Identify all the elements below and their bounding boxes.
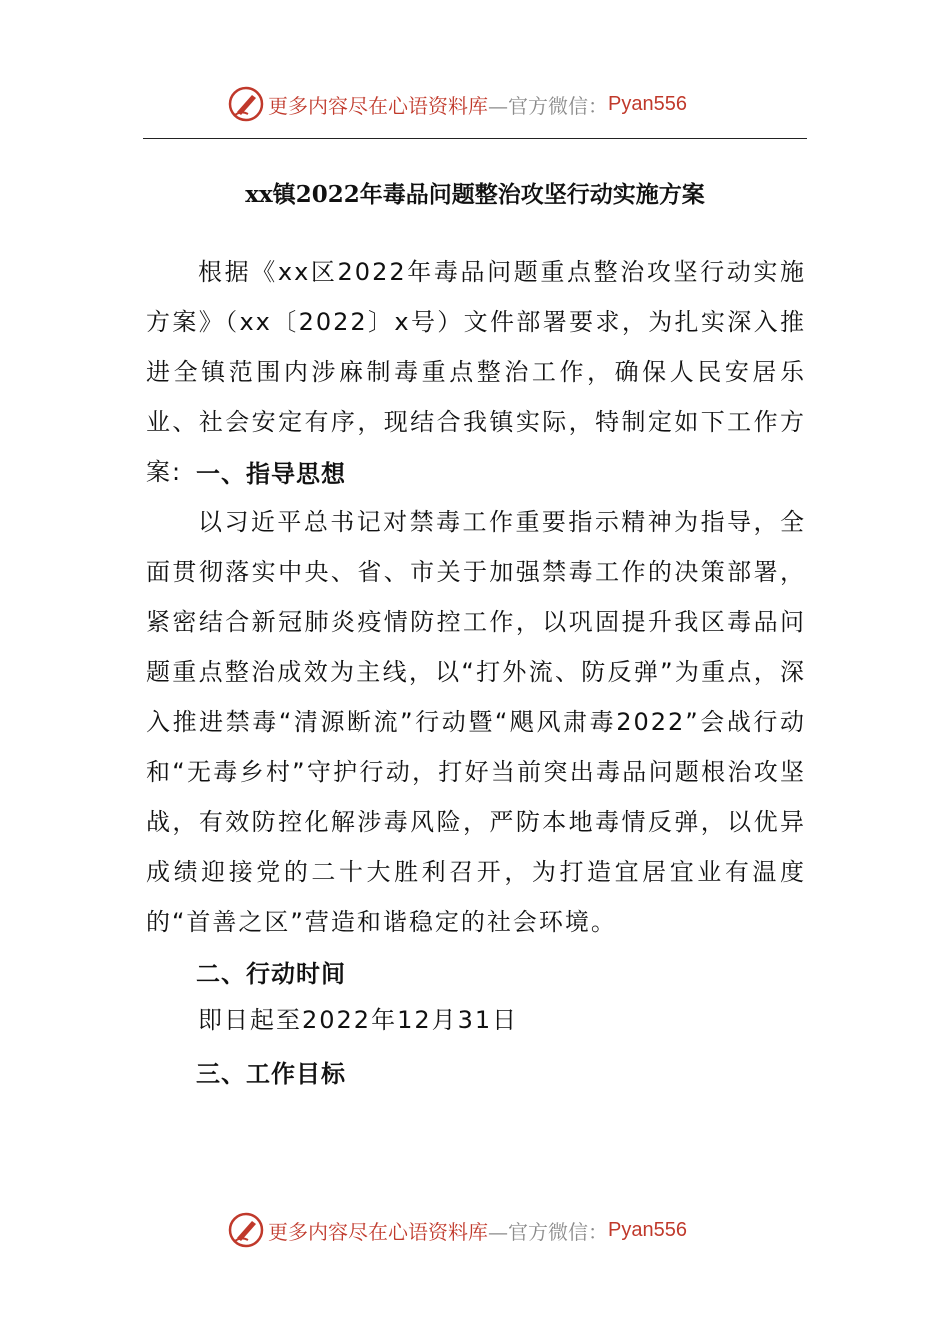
watermark-brand-text: 更多内容尽在心语资料库 — [268, 93, 488, 118]
section-1-paragraph: 以习近平总书记对禁毒工作重要指示精神为指导，全面贯彻落实中央、省、市关于加强禁毒工作的决策部署，紧密结合新冠肺炎疫情防控工作，以巩固提升我区毒品问题重点整治成效为主线，以“打外流、防反弹”为重点，深入推进禁毒“清源断流”行动暨“飓风肃毒2022”会战行动和“无毒乡村”守护行动，打好当前突出毒品问题根治攻坚战，有效防控化解涉毒风险，严防本地毒情反弹，以优异成绩迎接党的二十大胜利召开，为打造宜居宜业有温度的“首善之区”营造和谐稳定的社会环境。 — [146, 508, 806, 936]
watermark-brand-text: 更多内容尽在心语资料库 — [268, 1219, 488, 1244]
header-divider — [143, 138, 807, 139]
watermark-footer — [228, 1210, 687, 1250]
section-2-paragraph: 即日起至2022年12月31日 — [198, 1006, 519, 1034]
section-1-heading: 一、指导思想 — [196, 460, 346, 488]
pen-logo-icon — [228, 86, 264, 122]
watermark-wechat-label: —官方微信： — [488, 93, 608, 118]
watermark-wechat-id: Pyan556 — [608, 92, 687, 115]
pen-logo-icon — [228, 1212, 264, 1248]
document-title: xx镇2022年毒品问题整治攻坚行动实施方案 — [245, 181, 705, 208]
watermark-wechat-id: Pyan556 — [608, 1218, 687, 1241]
watermark-wechat-label: —官方微信： — [488, 1219, 608, 1244]
intro-paragraph: 根据《xx区2022年毒品问题重点整治攻坚行动实施方案》（xx〔2022〕x号）文件部署要求，为扎实深入推进全镇范围内涉麻制毒重点整治工作，确保人民安居乐业、社会安定有序，现结合我镇实际，特制定如下工作方案: — [146, 258, 806, 486]
section-3-heading: 三、工作目标 — [196, 1060, 346, 1088]
watermark-header — [228, 84, 687, 124]
section-2-heading: 二、行动时间 — [196, 960, 346, 988]
